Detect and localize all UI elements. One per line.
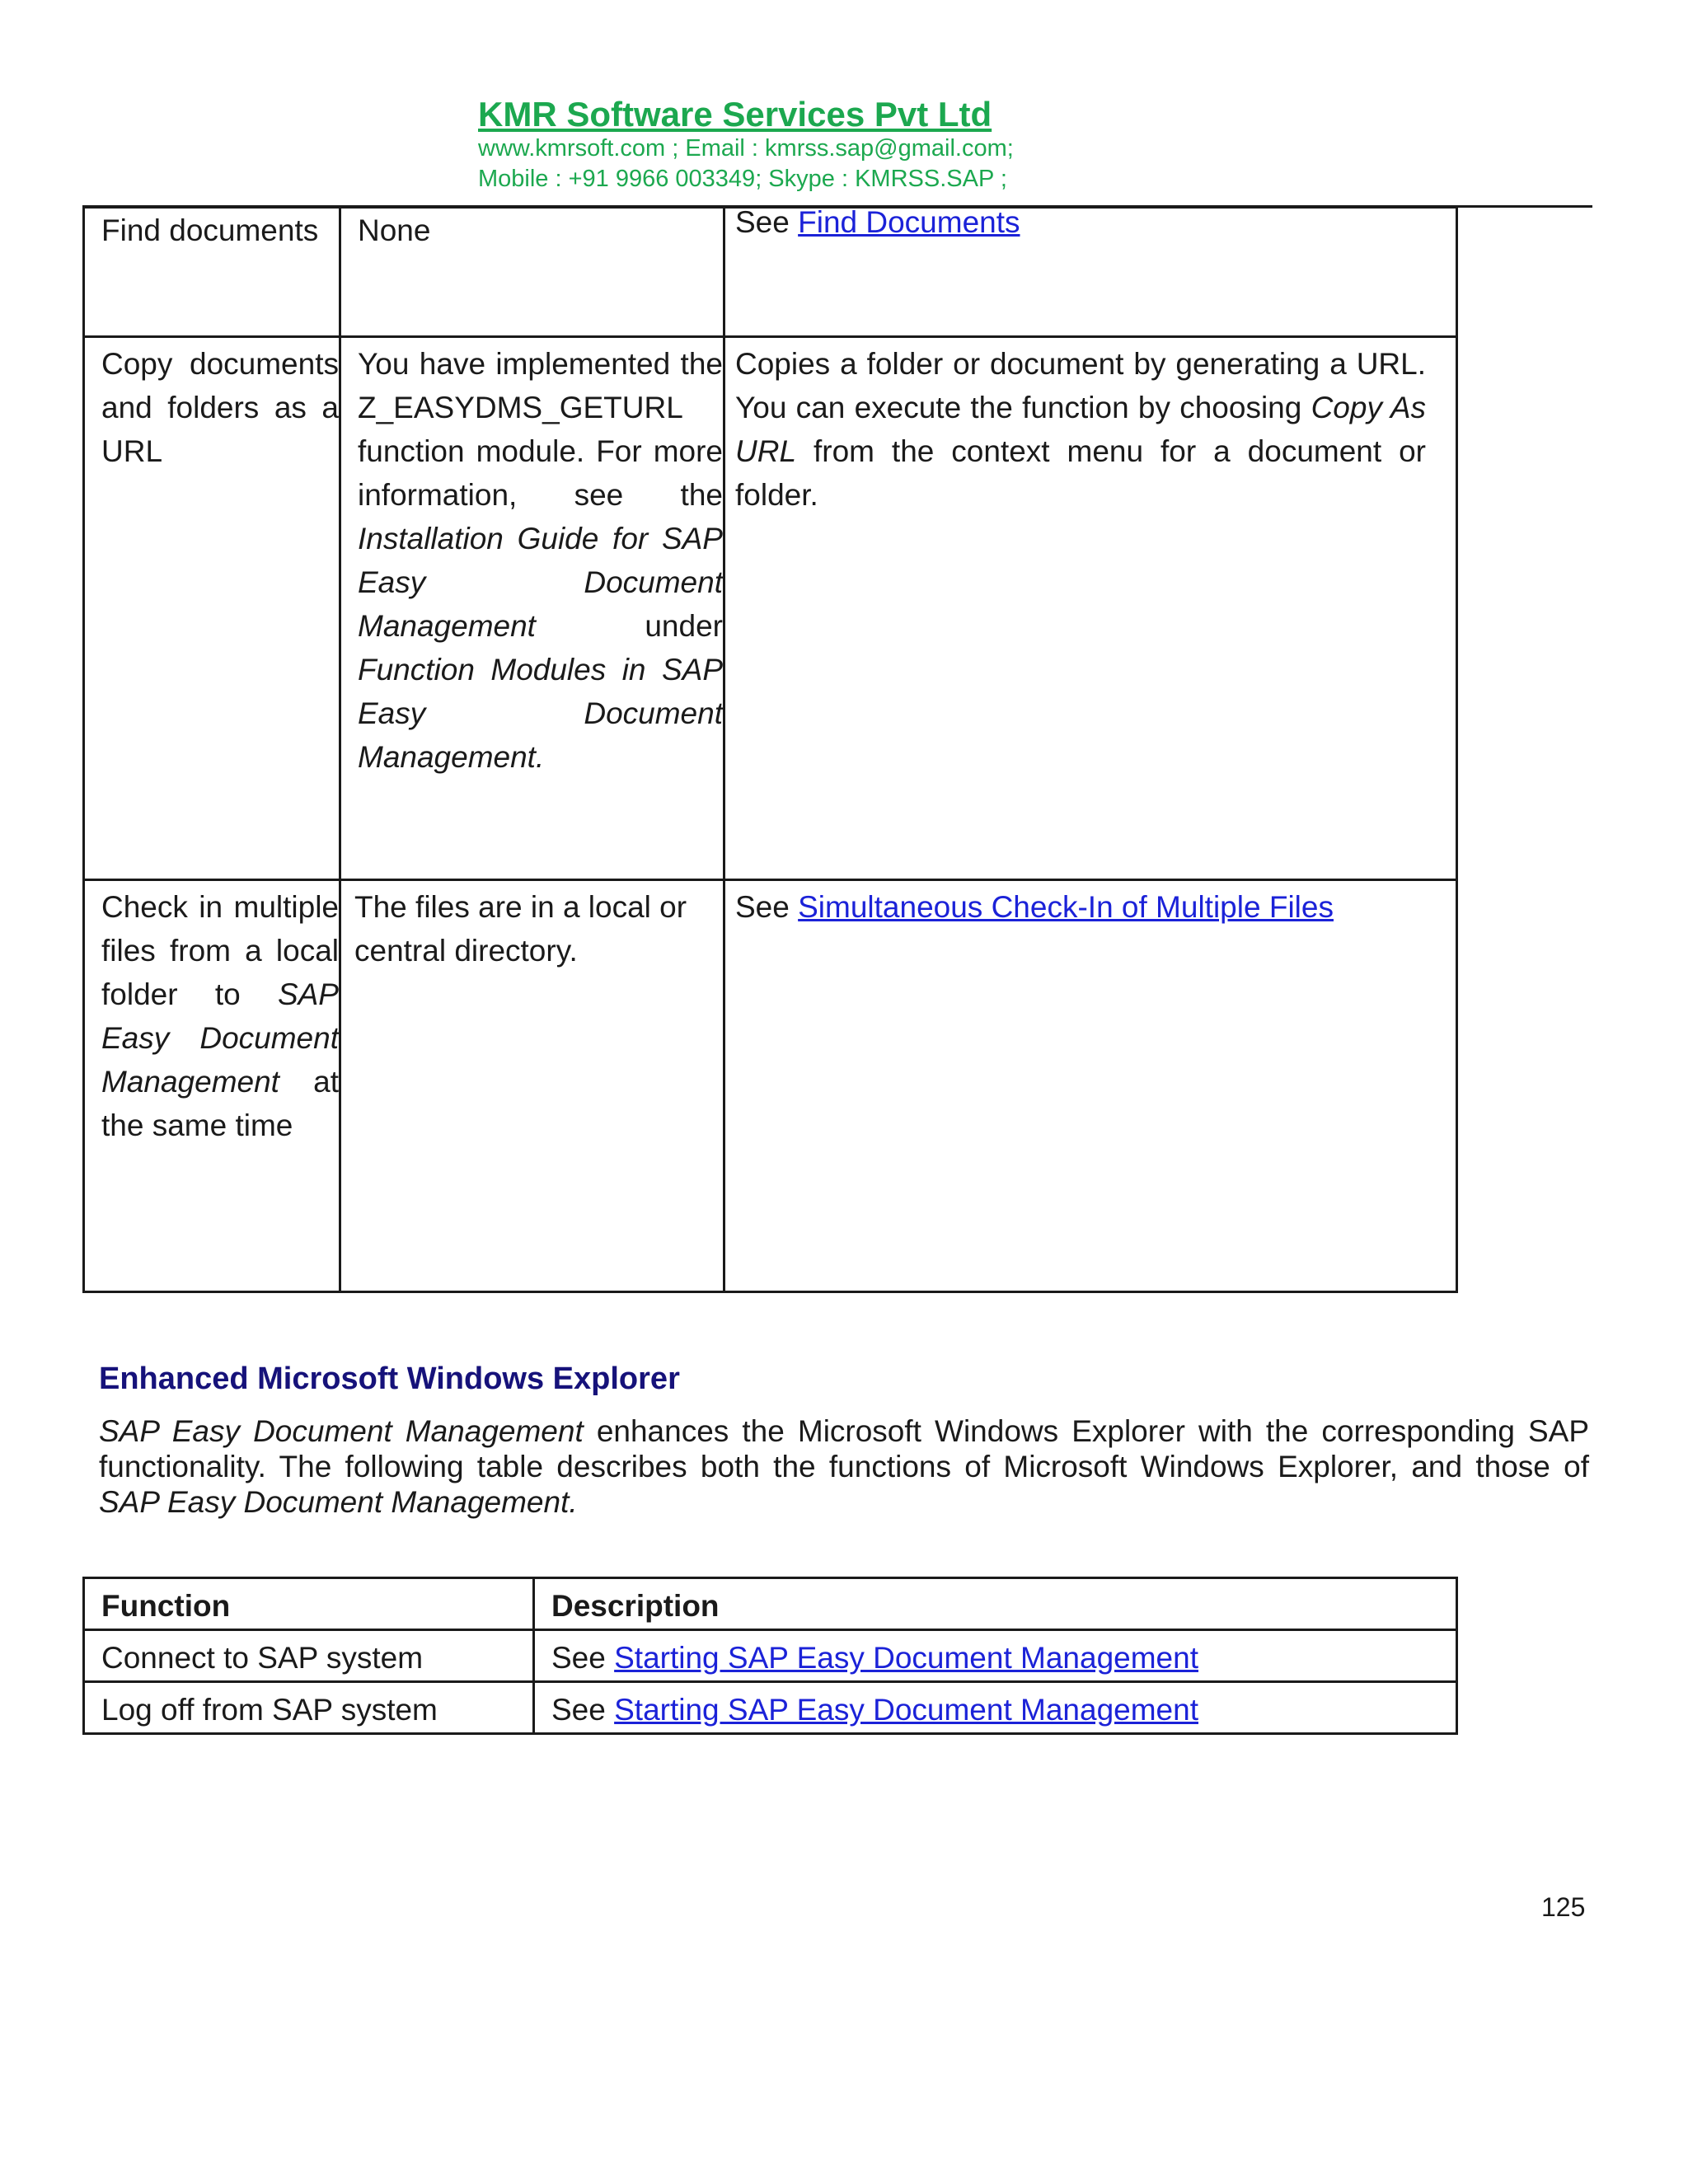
function-cell: Copy documents and folders as a URL (84, 337, 340, 880)
function-cell: Log off from SAP system (84, 1682, 534, 1734)
function-cell: Find documents (84, 208, 340, 337)
contact-line-1: www.kmrsoft.com ; Email : kmrss.sap@gmail.com; (478, 135, 1014, 162)
table-row (84, 880, 1457, 1292)
prerequisite-cell: None (340, 208, 724, 337)
section-heading: Enhanced Microsoft Windows Explorer (99, 1361, 680, 1396)
functions-table (82, 206, 1458, 1293)
prerequisite-cell: You have implemented the Z_EASYDMS_GETURL function module. For more information, see the Installation Guide for SAP Easy Document Management under Function Modules in SAP Easy Document Management. (340, 337, 724, 880)
description-cell: See Find Documents (724, 208, 1457, 337)
description-cell: Copies a folder or document by generating a URL. You can execute the function by choosing Copy As URL from the context menu for a document or folder. (724, 337, 1457, 880)
function-cell: Connect to SAP system (84, 1630, 534, 1682)
table-header-row (84, 1578, 1457, 1630)
function-cell: Check in multiple files from a local folder to SAP Easy Document Management at the same time (84, 880, 340, 1292)
description-cell: See Starting SAP Easy Document Management (534, 1682, 1457, 1734)
table-row (84, 208, 1457, 337)
contact-line-2: Mobile : +91 9966 003349; Skype : KMRSS.SAP ; (478, 166, 1007, 193)
section-paragraph: SAP Easy Document Management enhances the Microsoft Windows Explorer with the corresponding SAP functionality. The following table describes both the functions of Microsoft Windows Explorer, and those of SAP Easy Document Management. (99, 1414, 1590, 1519)
simultaneous-checkin-link[interactable]: Simultaneous Check-In of Multiple Files (798, 890, 1334, 924)
company-name: KMR Software Services Pvt Ltd (478, 95, 992, 134)
explorer-functions-table (82, 1577, 1458, 1735)
description-cell: See Simultaneous Check-In of Multiple Files (724, 880, 1457, 1292)
column-header-description: Description (534, 1578, 1457, 1630)
page-header (478, 96, 1014, 194)
table-row (84, 1682, 1457, 1734)
table-row (84, 1630, 1457, 1682)
prerequisite-cell: The files are in a local or central directory. (340, 880, 724, 1292)
starting-easy-dms-link[interactable]: Starting SAP Easy Document Management (614, 1693, 1198, 1727)
table-row (84, 337, 1457, 880)
find-documents-link[interactable]: Find Documents (798, 205, 1020, 239)
starting-easy-dms-link[interactable]: Starting SAP Easy Document Management (614, 1641, 1198, 1675)
page-number: 125 (1541, 1892, 1586, 1922)
column-header-function: Function (84, 1578, 534, 1630)
description-cell: See Starting SAP Easy Document Management (534, 1630, 1457, 1682)
